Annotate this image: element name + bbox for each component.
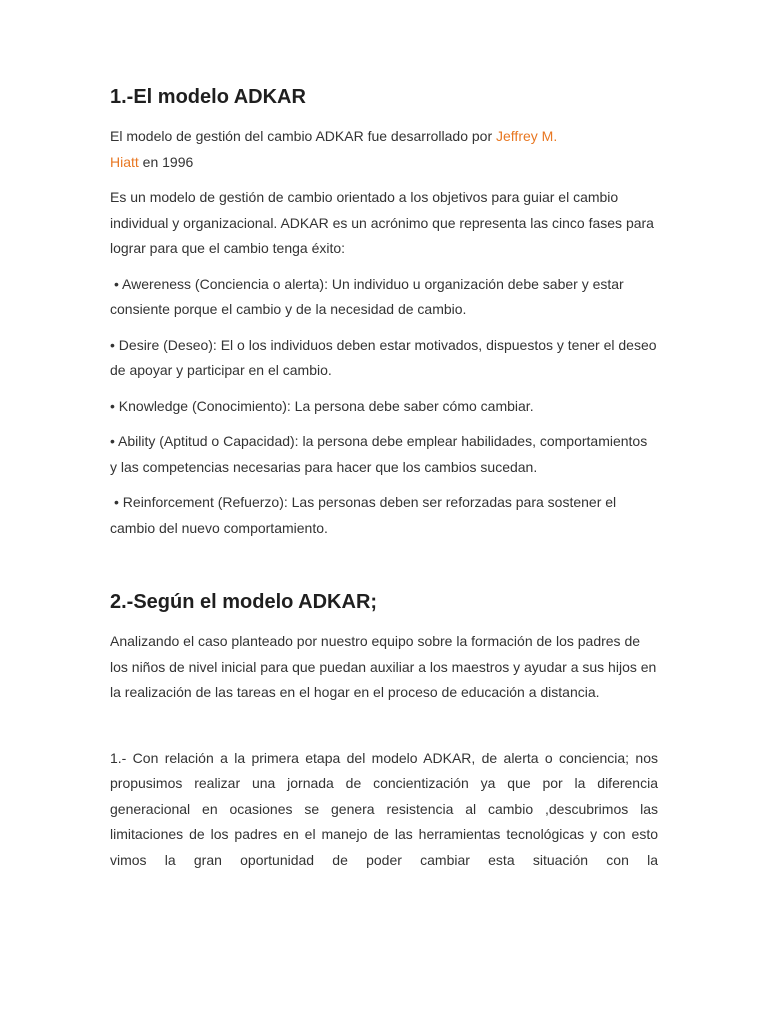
bullet-dot-icon: •	[114, 275, 119, 292]
intro-prefix: El modelo de gestión del cambio ADKAR fue desarrollado por	[110, 128, 496, 144]
bullet-text: Desire (Deseo): El o los individuos deben estar motivados, dispuestos y tener el deseo de apoyar y participar en el cambio.	[110, 336, 657, 378]
section-1-intro	[110, 124, 620, 175]
bullet-text: Ability (Aptitud o Capacidad): la persona debe emplear habilidades, comportamientos y las competencias necesarias para hacer que los cambios sucedan.	[110, 433, 648, 475]
bullet-ability	[110, 429, 658, 480]
section-2-heading: 2.-Según el modelo ADKAR;	[110, 591, 378, 613]
document-content	[110, 84, 658, 873]
bullet-dot-icon: •	[110, 336, 115, 353]
bullet-awareness	[110, 272, 658, 323]
bullet-reinforcement	[110, 490, 658, 541]
bullet-text: Awereness (Conciencia o alerta): Un individuo u organización debe saber y estar consiente porque el cambio y de la necesidad de cambio.	[110, 275, 624, 317]
bullet-dot-icon: •	[110, 397, 115, 414]
section-1-heading: 1.-El modelo ADKAR	[110, 86, 306, 108]
section-1-paragraph: Es un modelo de gestión de cambio orientado a los objetivos para guiar el cambio individual y organizacional. ADKAR es un acrónimo que representa las cinco fases para lograr para que el cambio tenga éxito:	[110, 189, 654, 256]
author-link-line1[interactable]: Jeffrey M.	[496, 128, 558, 144]
author-link-line2[interactable]: Hiatt	[110, 153, 139, 170]
section-2-paragraph: Analizando el caso planteado por nuestro equipo sobre la formación de los padres de los niños de nivel inicial para que puedan auxiliar a los maestros y ayudar a sus hijos en la realización de las tareas en el hogar en el proceso de educación a distancia.	[110, 633, 657, 700]
bullet-text: Knowledge (Conocimiento): La persona debe saber cómo cambiar.	[118, 397, 534, 414]
intro-suffix: en 1996	[138, 153, 194, 170]
section-2-point-1: 1.- Con relación a la primera etapa del modelo ADKAR, de alerta o conciencia; nos propusimos realizar una jornada de concientización ya que por la diferencia generacional en ocasiones se genera resistencia al cambio ,descubrimos las limitaciones de los padres en el manejo de las herramientas tecnológicas y con esto vimos la gran oportunidad de poder cambiar esta situación con la	[110, 749, 658, 868]
bullet-text: Reinforcement (Refuerzo): Las personas deben ser reforzadas para sostener el cambio del nuevo comportamiento.	[110, 494, 617, 536]
bullet-dot-icon: •	[110, 433, 115, 449]
bullet-desire	[110, 333, 658, 384]
bullet-knowledge	[110, 394, 658, 420]
bullet-dot-icon: •	[114, 494, 119, 510]
